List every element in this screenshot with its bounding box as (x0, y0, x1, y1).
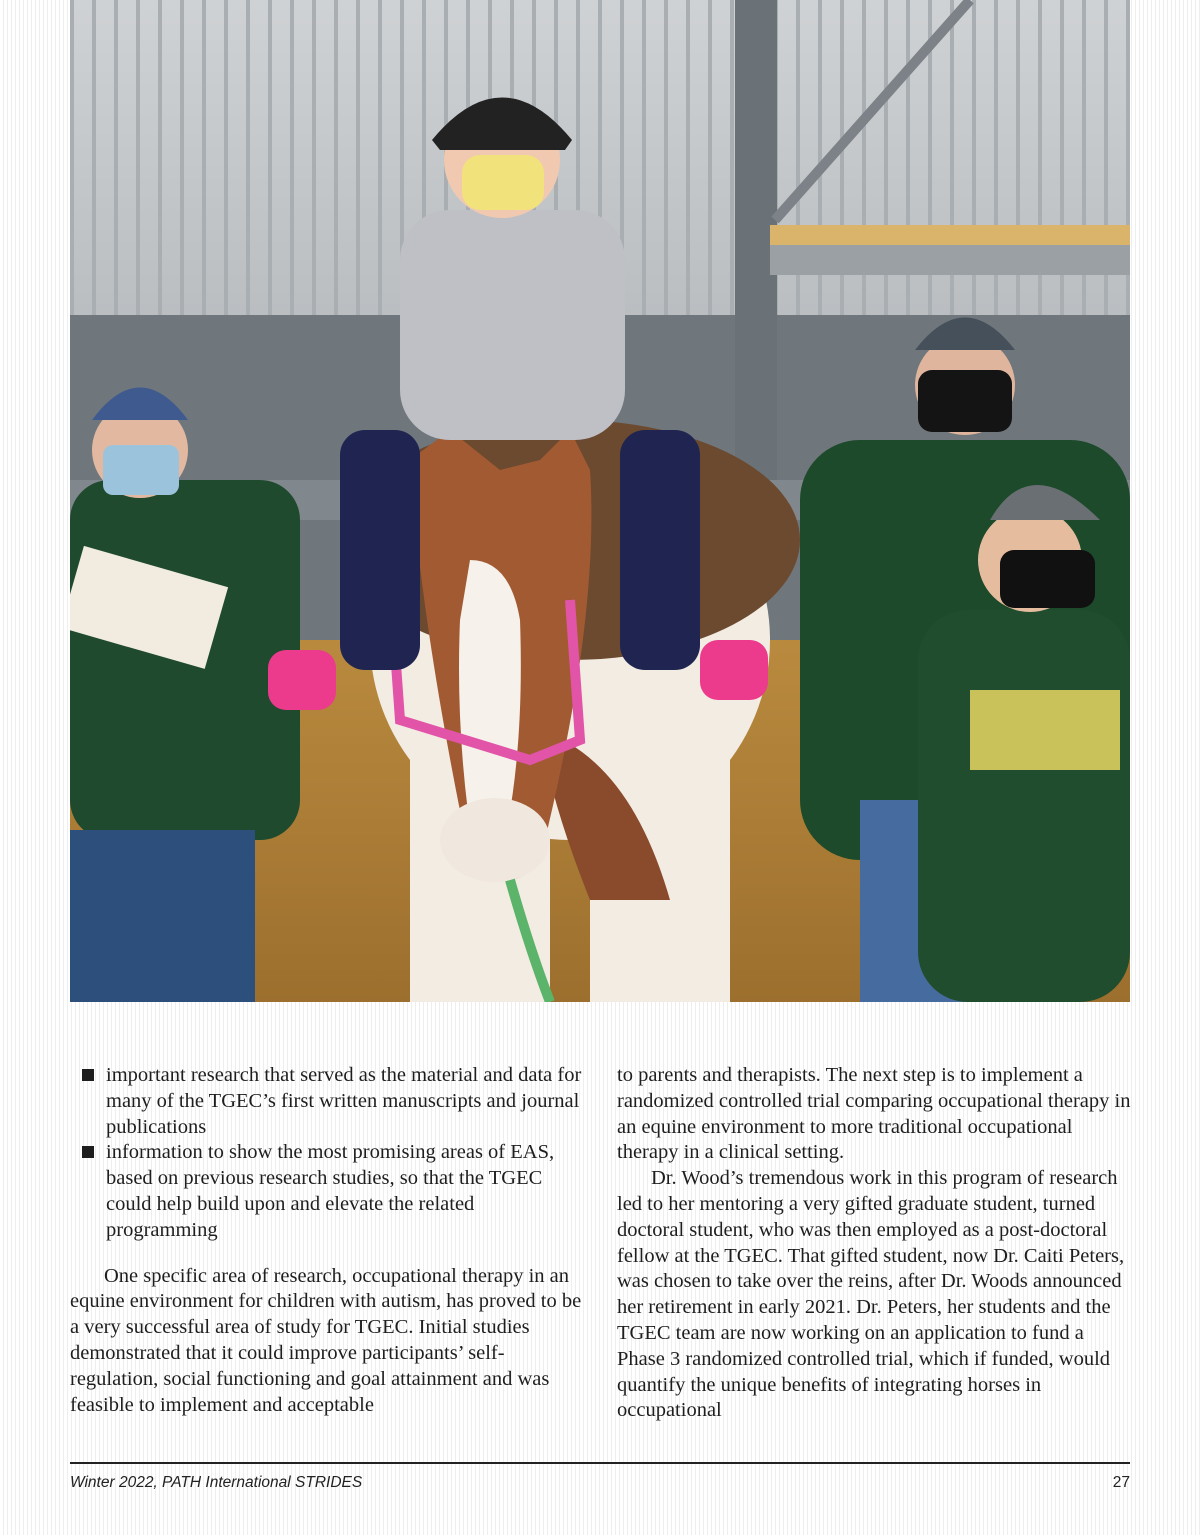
publication-footer: Winter 2022, PATH International STRIDES (70, 1474, 363, 1491)
page-number: 27 (1112, 1474, 1130, 1491)
right-text-column (617, 1063, 1131, 1424)
body-paragraph: Dr. Wood’s tremendous work in this program of research led to her mentoring a very gifted graduate student, turned doctoral student, who was then employed as a post-doctoral fellow at the TGEC. That gifted student, now Dr. Caiti Peters, was chosen to take over the reins, after Dr. Woods announced her retirement in early 2021. Dr. Peters, her students and the TGEC team are now working on an application to fund a Phase 3 randomized controlled trial, which if funded, would quantify the unique benefits of integrating horses in occupational (617, 1167, 1125, 1422)
left-text-column (70, 1063, 584, 1418)
body-paragraph: One specific area of research, occupational therapy in an equine environment for children with autism, has proved to be a very successful area of study for TGEC. Initial studies demonstrated that it could improve participants’ self-regulation, social functioning and goal attainment and was feasible to implement and acceptable (70, 1264, 582, 1416)
square-bullet-icon (82, 1146, 94, 1158)
bullet-list (70, 1063, 584, 1244)
bullet-text: information to show the most promising areas of EAS, based on previous research studies, so that the TGEC could help build upon and elevate the related programming (106, 1141, 555, 1241)
body-paragraph: to parents and therapists. The next step is to implement a randomized controlled trial comparing occupational therapy in an equine environment to more traditional occupational therapy in a clinical setting. (617, 1064, 1131, 1164)
article-photo (70, 0, 1130, 1002)
bullet-text: important research that served as the material and data for many of the TGEC’s first written manuscripts and journal publications (106, 1064, 582, 1138)
footer-divider (70, 1462, 1130, 1464)
bullet-item (70, 1063, 584, 1140)
bullet-item (70, 1140, 584, 1243)
square-bullet-icon (82, 1069, 94, 1081)
